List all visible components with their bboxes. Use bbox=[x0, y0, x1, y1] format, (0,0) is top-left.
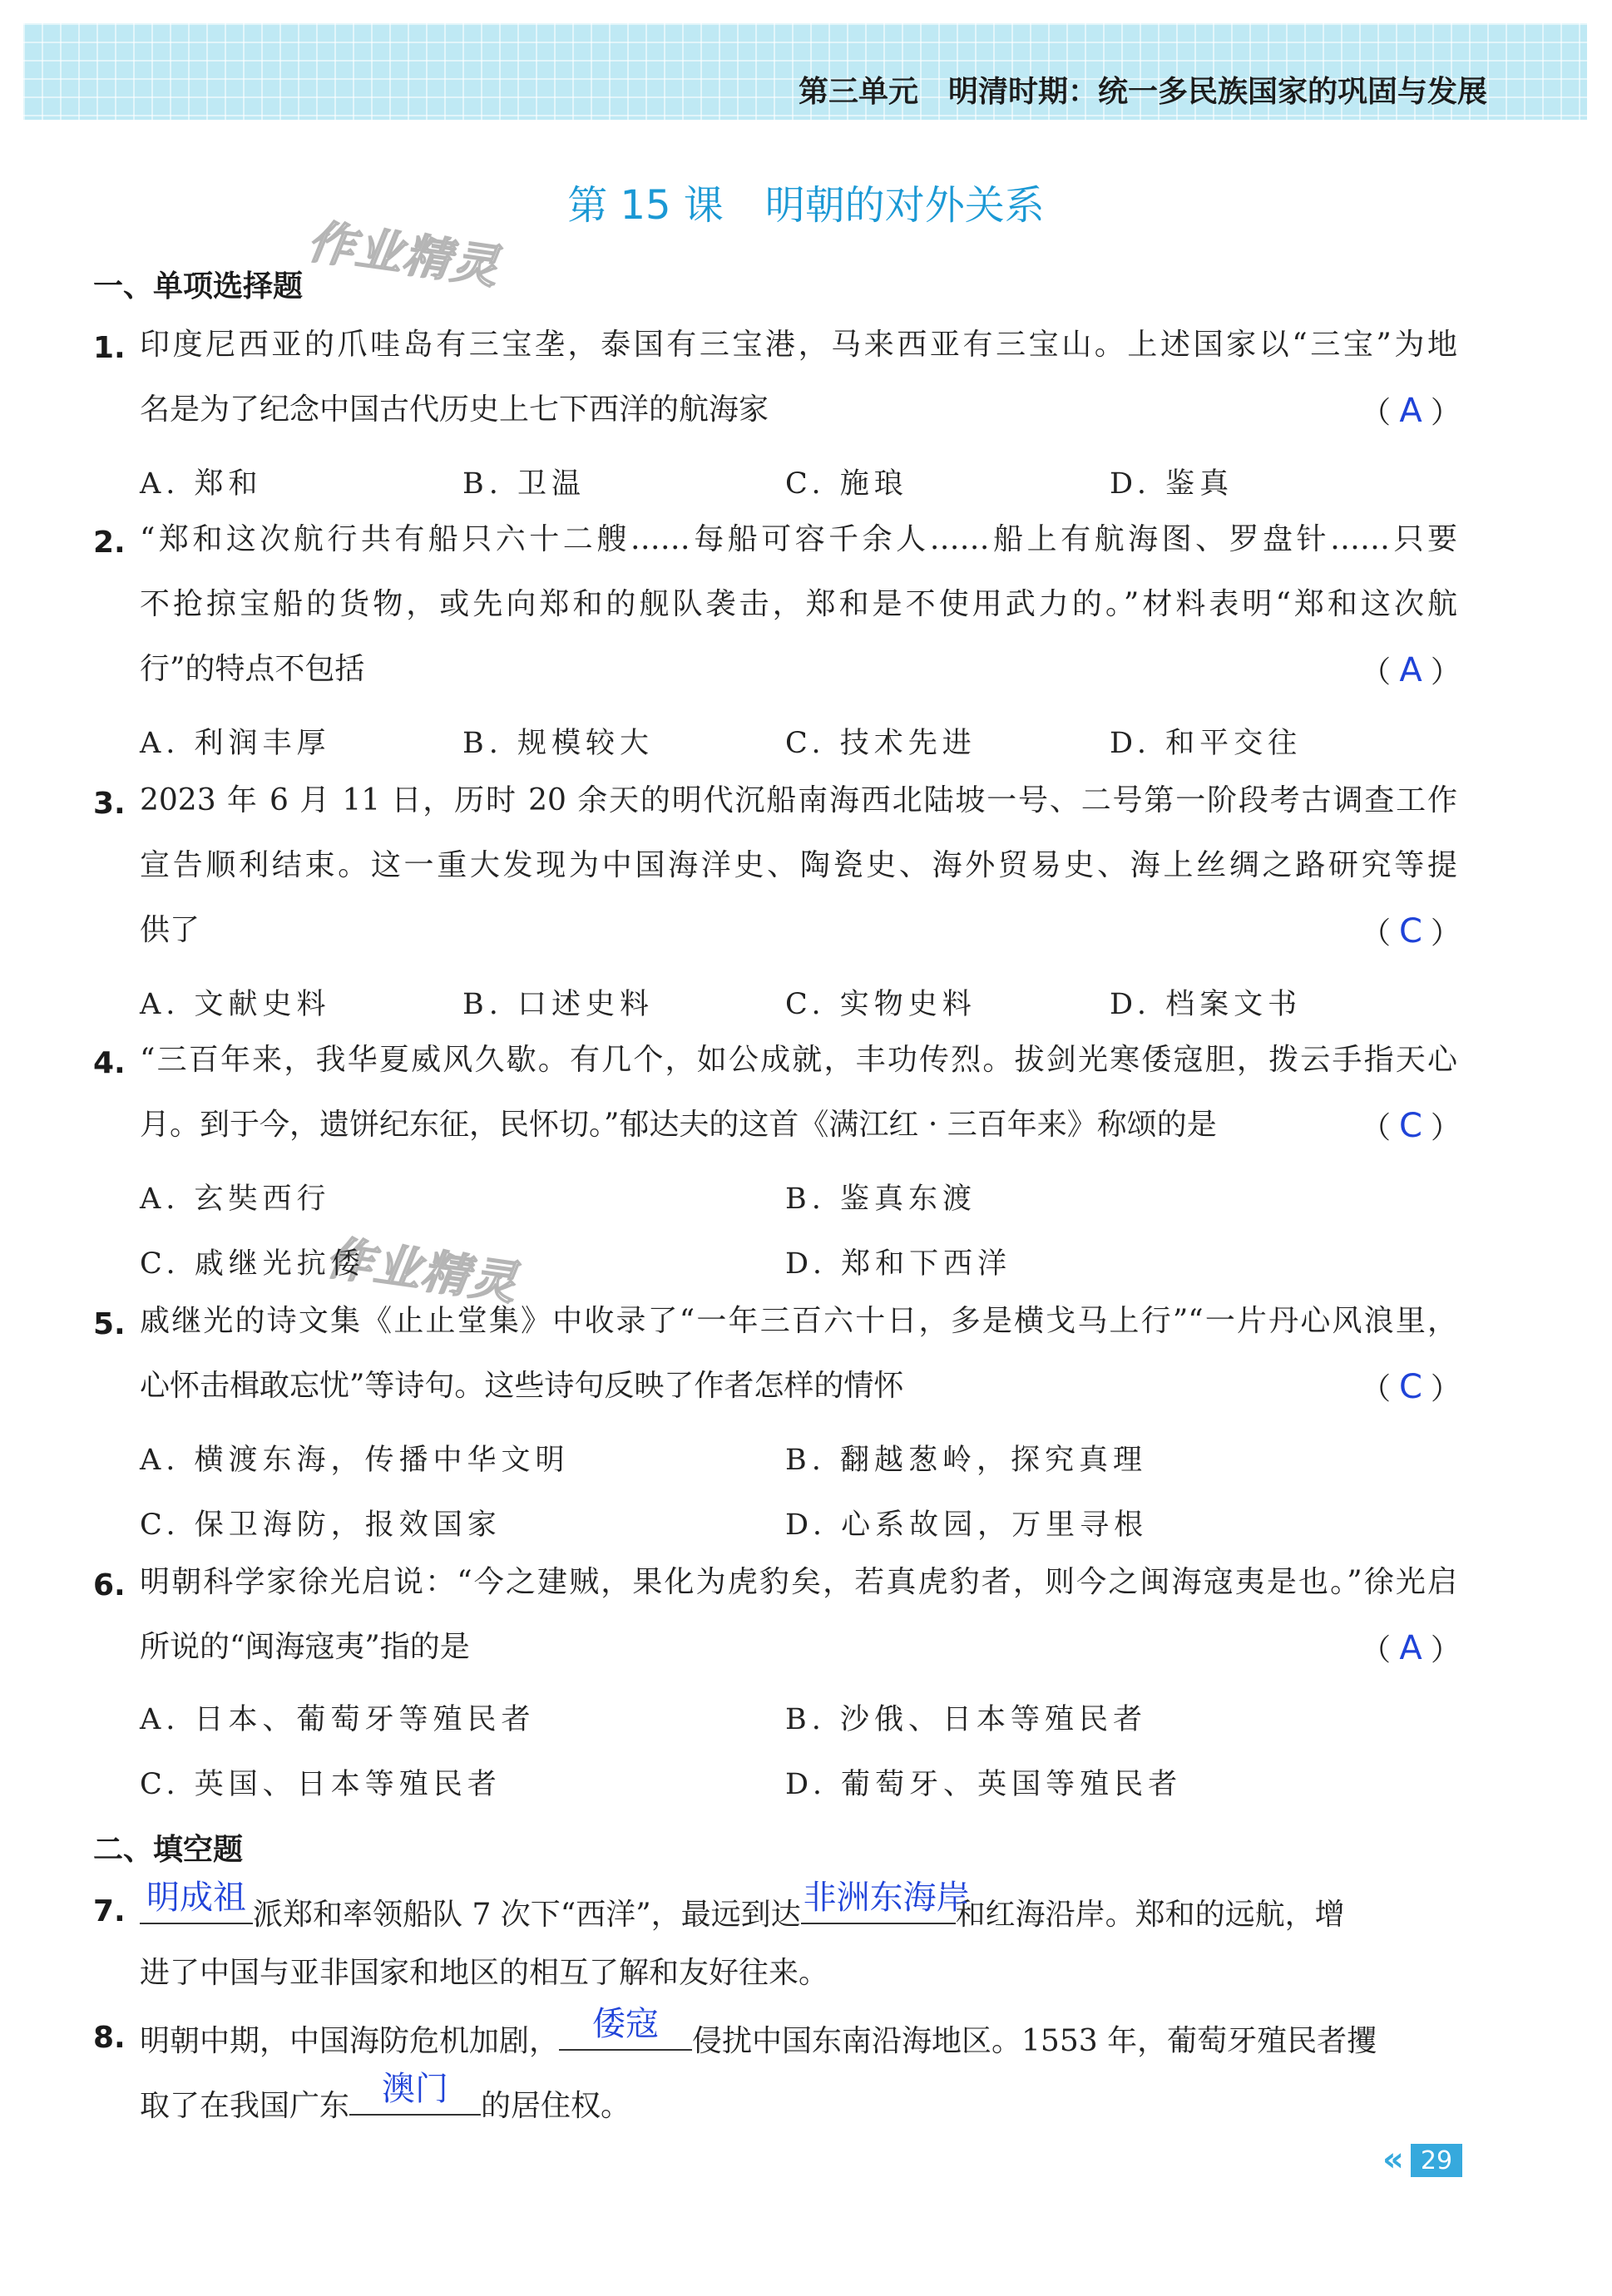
question-number: 6. bbox=[93, 1568, 126, 1602]
option-b: B. 沙俄、日本等殖民者 bbox=[785, 1703, 1147, 1736]
fill-blank bbox=[801, 1879, 970, 1924]
handwritten-answer: A bbox=[1399, 391, 1422, 430]
lesson-number: 第 15 课 bbox=[567, 182, 724, 229]
option-b: B. 翻越葱岭，探究真理 bbox=[785, 1444, 1147, 1477]
handwritten-answer: 倭寇 bbox=[592, 2005, 660, 2043]
question-text: 2023 年 6 月 11 日，历时 20 余天的明代沉船南海西北陆坡一号、二号第一阶段考古调查工作 bbox=[140, 783, 1457, 817]
option-c: C. 技术先进 bbox=[785, 727, 977, 760]
option-d: D. 葡萄牙、英国等殖民者 bbox=[785, 1768, 1183, 1801]
watermark-logo: 作业精灵 bbox=[322, 1231, 522, 1311]
option-c: C. 戚继光抗倭 bbox=[140, 1247, 365, 1281]
handwritten-answer: A bbox=[1399, 650, 1422, 689]
option-d: D. 档案文书 bbox=[1110, 988, 1303, 1021]
option-b: B. 规模较大 bbox=[462, 727, 654, 760]
question-number: 2. bbox=[93, 526, 126, 560]
unit-title: 第三单元 明清时期：统一多民族国家的巩固与发展 bbox=[798, 75, 1487, 109]
option-d: D. 和平交往 bbox=[1110, 727, 1303, 760]
option-a: A. 横渡东海，传播中华文明 bbox=[140, 1444, 570, 1477]
lesson-title bbox=[0, 173, 1612, 230]
question-number: 7. bbox=[93, 1894, 126, 1928]
option-b: B. 口述史料 bbox=[462, 988, 654, 1021]
watermark-logo: 作业精灵 bbox=[304, 215, 503, 295]
question-text-segment: 的居住权。 bbox=[481, 2089, 631, 2123]
answer-bracket: （ C ） bbox=[1361, 1106, 1461, 1145]
handwritten-answer: C bbox=[1399, 1106, 1422, 1145]
handwritten-answer: C bbox=[1399, 911, 1422, 950]
answer-bracket: （ C ） bbox=[1361, 1367, 1461, 1406]
question-number: 8. bbox=[93, 2021, 126, 2055]
question-text-segment: 派郑和率领船队 7 次下“西洋”，最远到达 bbox=[253, 1898, 801, 1932]
question-text: 宣告顺利结束。这一重大发现为中国海洋史、陶瓷史、海外贸易史、海上丝绸之路研究等提 bbox=[140, 848, 1457, 882]
option-a: A. 利润丰厚 bbox=[140, 727, 331, 760]
handwritten-answer: 澳门 bbox=[382, 2070, 449, 2108]
option-d: D. 郑和下西洋 bbox=[785, 1247, 1012, 1281]
fill-blank bbox=[140, 1879, 253, 1924]
question-text bbox=[140, 1879, 1457, 1935]
question-text: 不抢掠宝船的货物，或先向郑和的舰队袭击，郑和是不使用武力的。”材料表明“郑和这次航 bbox=[140, 587, 1457, 621]
lesson-name: 明朝的对外关系 bbox=[764, 182, 1045, 229]
double-chevron-left-icon: « bbox=[1382, 2140, 1404, 2179]
question-text: 所说的“闽海寇夷”指的是 bbox=[140, 1630, 470, 1664]
page-number: 29 bbox=[1411, 2144, 1462, 2177]
question-text: 月。到于今，遗饼纪东征，民怀切。”郁达夫的这首《满江红 · 三百年来》称颂的是 bbox=[140, 1108, 1217, 1142]
question-text-segment: 和红海沿岸。郑和的远航，增 bbox=[955, 1898, 1345, 1932]
option-d: D. 鉴真 bbox=[1110, 467, 1234, 501]
option-b: B. 卫温 bbox=[462, 467, 586, 501]
handwritten-answer: 明成祖 bbox=[146, 1879, 246, 1917]
option-d: D. 心系故园，万里寻根 bbox=[785, 1508, 1149, 1542]
question-number: 4. bbox=[93, 1046, 126, 1080]
question-text: “三百年来，我华夏威风久歇。有几个，如公成就，丰功传烈。拔剑光寒倭寇胆，拨云手指天心 bbox=[140, 1043, 1457, 1077]
answer-bracket: （ A ） bbox=[1361, 650, 1461, 689]
fill-blank bbox=[349, 2070, 481, 2116]
answer-bracket: （ A ） bbox=[1361, 391, 1461, 430]
handwritten-answer: 非洲东海岸 bbox=[803, 1879, 970, 1917]
handwritten-answer: C bbox=[1399, 1367, 1422, 1406]
question-text bbox=[140, 2005, 1457, 2061]
question-text: 明朝科学家徐光启说：“今之建贼，果化为虎豹矣，若真虎豹者，则今之闽海寇夷是也。”徐光启 bbox=[140, 1565, 1457, 1599]
question-text: 进了中国与亚非国家和地区的相互了解和友好往来。 bbox=[140, 1956, 829, 1990]
question-text-segment: 明朝中期，中国海防危机加剧， bbox=[140, 2024, 560, 2058]
question-number: 1. bbox=[93, 331, 126, 365]
question-text: 供了 bbox=[140, 913, 200, 947]
option-a: A. 郑和 bbox=[140, 467, 263, 501]
section-heading-choice: 一、单项选择题 bbox=[93, 269, 304, 304]
question-text: 心怀击楫敢忘忧”等诗句。这些诗句反映了作者怎样的情怀 bbox=[140, 1369, 904, 1403]
handwritten-answer: A bbox=[1399, 1628, 1422, 1667]
option-b: B. 鉴真东渡 bbox=[785, 1183, 977, 1216]
option-c: C. 施琅 bbox=[785, 467, 908, 501]
question-text: “郑和这次航行共有船只六十二艘……每船可容千余人……船上有航海图、罗盘针……只要 bbox=[140, 522, 1457, 556]
option-c: C. 实物史料 bbox=[785, 988, 977, 1021]
section-heading-fill: 二、填空题 bbox=[93, 1833, 244, 1867]
question-number: 3. bbox=[93, 787, 126, 821]
question-text: 印度尼西亚的爪哇岛有三宝垄，泰国有三宝港，马来西亚有三宝山。上述国家以“三宝”为地 bbox=[140, 328, 1457, 362]
answer-bracket: （ A ） bbox=[1361, 1628, 1461, 1667]
question-text: 戚继光的诗文集《止止堂集》中收录了“一年三百六十日，多是横戈马上行”“一片丹心风浪里， bbox=[140, 1304, 1457, 1338]
question-text bbox=[140, 2070, 1457, 2126]
question-text-segment: 侵扰中国东南沿海地区。1553 年，葡萄牙殖民者攫 bbox=[692, 2024, 1377, 2058]
question-text: 行”的特点不包括 bbox=[140, 652, 365, 686]
fill-blank bbox=[559, 2005, 692, 2051]
question-text-segment: 取了在我国广东 bbox=[140, 2089, 350, 2123]
option-a: A. 日本、葡萄牙等殖民者 bbox=[140, 1703, 536, 1736]
question-text: 名是为了纪念中国古代历史上七下西洋的航海家 bbox=[140, 393, 769, 427]
question-number: 5. bbox=[93, 1307, 126, 1341]
option-a: A. 玄奘西行 bbox=[140, 1183, 331, 1216]
option-c: C. 保卫海防，报效国家 bbox=[140, 1508, 502, 1542]
answer-bracket: （ C ） bbox=[1361, 911, 1461, 950]
option-a: A. 文献史料 bbox=[140, 988, 331, 1021]
option-c: C. 英国、日本等殖民者 bbox=[140, 1768, 502, 1801]
